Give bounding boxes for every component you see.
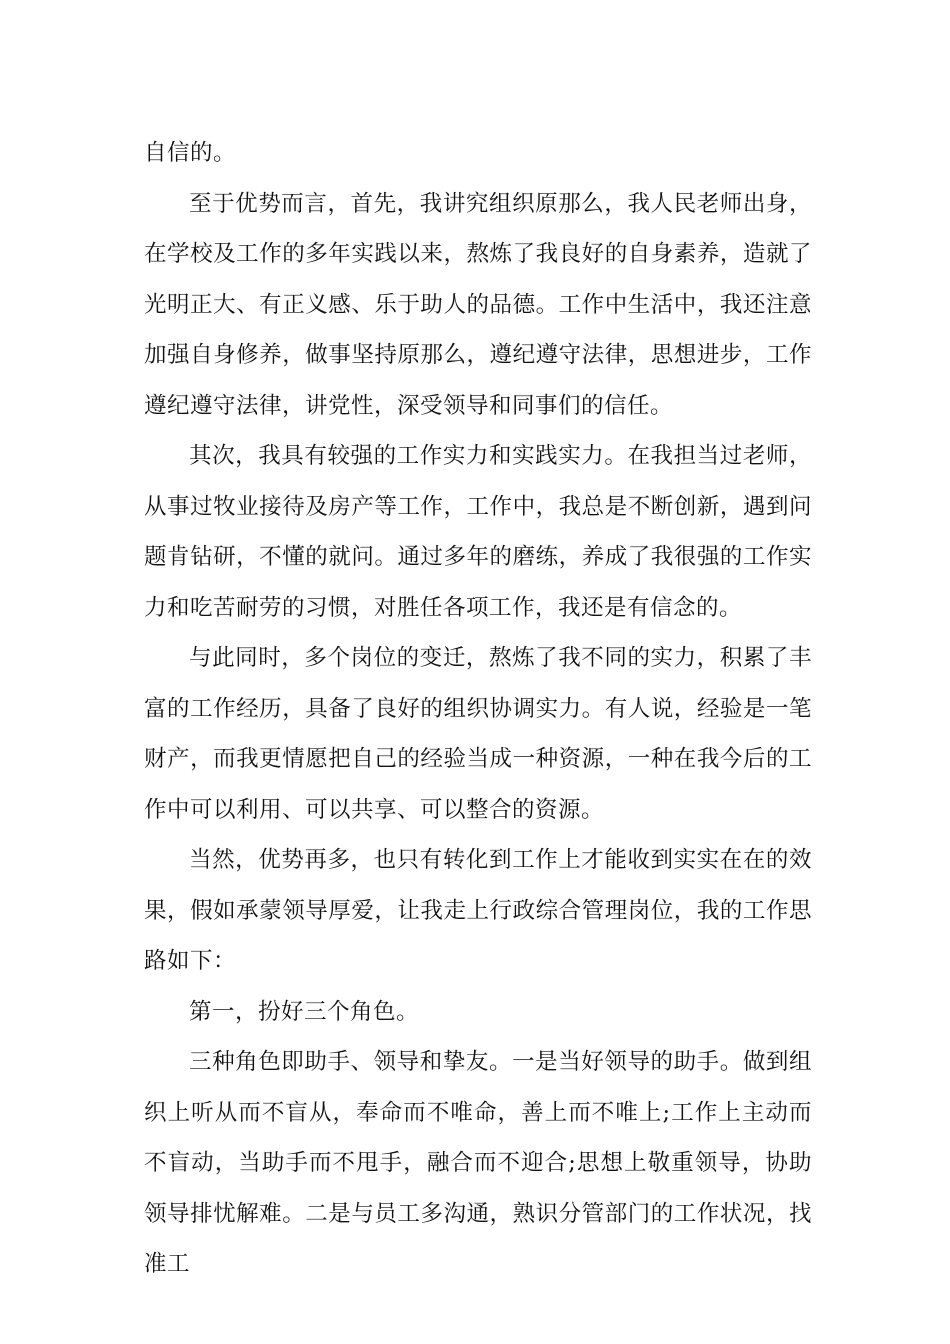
paragraph-6: 第一，扮好三个角色。 — [189, 998, 420, 1025]
paragraph-4: 与此同时，多个岗位的变迁，熬炼了我不同的实力，积累了丰富的工作经历，具备了良好的组织协调实力。有人说，经验是一笔财产，而我更情愿把自己的经验当成一种资源，一种在我今后的工作中可以利用、可以共享、可以整合的资源。 — [144, 645, 812, 823]
paragraph-1: 自信的。 — [144, 140, 237, 166]
paragraph-5: 当然，优势再多，也只有转化到工作上才能收到实实在在的效果，假如承蒙领导厚爱，让我走上行政综合管理岗位，我的工作思路如下： — [144, 847, 812, 974]
paragraph-2: 至于优势而言，首先，我讲究组织原那么，我人民老师出身，在学校及工作的多年实践以来，熬炼了我良好的自身素养，造就了光明正大、有正义感、乐于助人的品德。工作中生活中，我还注意加强自身修养，做事坚持原那么，遵纪遵守法律，思想进步，工作遵纪遵守法律，讲党性，深受领导和同事们的信任。 — [144, 190, 812, 419]
paragraph-3: 其次，我具有较强的工作实力和实践实力。在我担当过老师，从事过牧业接待及房产等工作，工作中，我总是不断创新，遇到问题肯钻研，不懂的就问。通过多年的磨练，养成了我很强的工作实力和吃苦耐劳的习惯，对胜任各项工作，我还是有信念的。 — [144, 443, 812, 621]
paragraph-7: 三种角色即助手、领导和挚友。一是当好领导的助手。做到组织上听从而不盲从，奉命而不唯命，善上而不唯上;工作上主动而不盲动，当助手而不甩手，融合而不迎合;思想上敬重领导，协助领导排忧解难。二是与员工多沟通，熟识分管部门的工作状况，找准工 — [144, 1049, 812, 1277]
